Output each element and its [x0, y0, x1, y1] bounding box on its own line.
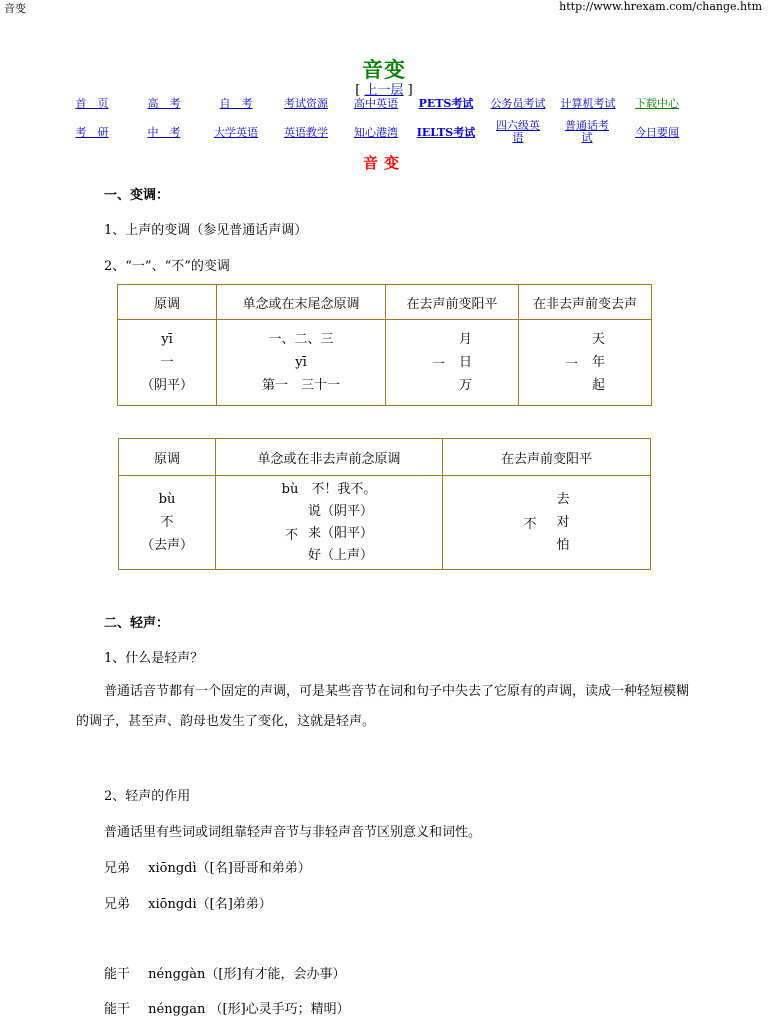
nav-high-school-english[interactable]: 高中英语 [354, 97, 398, 110]
cell-line: 好（上声） [308, 547, 374, 563]
table-row [118, 320, 652, 406]
page-header-title: 音变 [4, 2, 26, 15]
example-row [104, 857, 311, 876]
section2-paragraph1: 普通话音节都有一个固定的声调，可是某些音节在词和句子中失去了它原有的声调，读成一种轻短模糊的调子，甚至声、韵母也发生了变化，这就是轻声。 [76, 684, 690, 729]
cell-line: 去 [556, 492, 570, 507]
prefix-bu: 不 [284, 528, 298, 543]
example-word: 兄弟 [104, 861, 131, 876]
example-pinyin: nénggan [148, 1002, 206, 1017]
example-word: 兄弟 [104, 897, 131, 912]
page-header-url: http://www.hrexam.com/change.htm [559, 0, 762, 13]
table-cell [519, 320, 652, 406]
page-title: 音变 [362, 57, 406, 82]
example-pinyin: nénggàn [148, 967, 206, 982]
cell-line: （阴平） [140, 378, 193, 393]
table-header-cell: 在去声前变阳平 [386, 285, 519, 320]
cell-line: 年 [592, 355, 606, 370]
nav-college-english[interactable]: 大学英语 [214, 126, 258, 139]
nav-download-center[interactable]: 下载中心 [635, 97, 679, 110]
cell-line: 起 [592, 378, 606, 393]
tone-table-bu [118, 438, 651, 570]
table-header-row [119, 439, 651, 476]
prefix-yi: 一 [431, 357, 445, 372]
cell-line: 不 [160, 515, 174, 530]
table-header-cell: 单念或在非去声前念原调 [216, 439, 443, 476]
prefix-bu: 不 [523, 517, 537, 532]
table-header-cell: 在非去声前变去声 [519, 285, 652, 320]
nav-today-news[interactable]: 今日要闻 [635, 126, 679, 139]
cell-line: yī [295, 355, 307, 370]
section2-item1: 1、什么是轻声？ [104, 651, 204, 666]
nav-kaoyan[interactable]: 考 研 [75, 126, 109, 139]
nav-putonghua-exam[interactable]: 普通话考试 [565, 119, 609, 144]
nav-cet[interactable]: 四六级英语 [496, 119, 540, 144]
example-word: 能干 [104, 1002, 131, 1017]
cell-line: 怕 [556, 538, 570, 553]
example-gloss: （[名]弟弟） [196, 897, 272, 912]
example-row [104, 963, 346, 982]
example-pinyin: xiōngdì [148, 861, 197, 876]
cell-line: 第一 三十一 [261, 378, 340, 393]
nav-civil-service[interactable]: 公务员考试 [490, 97, 546, 110]
nav-heart-harbor[interactable]: 知心港湾 [354, 126, 398, 139]
nav-english-teaching[interactable]: 英语教学 [284, 126, 328, 139]
bracket-close: ] [407, 83, 413, 98]
table-cell [119, 476, 216, 570]
example-row [104, 893, 272, 912]
example-gloss: （[形]有才能，会办事） [205, 967, 346, 982]
nav-zikao[interactable]: 自 考 [219, 97, 253, 110]
cell-line: bù 不！我不。 [281, 481, 377, 497]
nav-computer-exam[interactable]: 计算机考试 [560, 97, 616, 110]
cell-line: 天 [592, 332, 606, 347]
section1-heading: 一、变调： [104, 188, 170, 203]
cell-line: 一、二、三 [268, 332, 334, 347]
table-header-cell: 原调 [118, 285, 217, 320]
table-header-cell: 原调 [119, 439, 216, 476]
up-level-link[interactable]: 上一层 [364, 83, 404, 98]
table-header-row [118, 285, 652, 320]
nav-zhongkao[interactable]: 中 考 [147, 126, 181, 139]
cell-line: （去声） [140, 538, 193, 553]
nav-ielts[interactable]: IELTS考试 [416, 126, 476, 139]
nav-home[interactable]: 首 页 [75, 97, 109, 110]
section1-item2: 2、“一”、“不”的变调 [104, 259, 230, 274]
table-header-cell: 在去声前变阳平 [443, 439, 651, 476]
example-row [104, 998, 350, 1017]
prefix-yi: 一 [564, 357, 578, 372]
example-pinyin: xiōngdi [148, 897, 197, 912]
table-cell [386, 320, 519, 406]
example-gloss: （[形]心灵手巧；精明） [209, 1002, 350, 1017]
bracket-open: [ [355, 83, 361, 98]
section1-item1: 1、上声的变调（参见普通话声调） [104, 223, 308, 238]
section2-paragraph2: 普通话里有些词或词组靠轻声音节与非轻声音节区别意义和词性。 [104, 825, 482, 840]
section2-item2: 2、轻声的作用 [104, 789, 191, 804]
nav-gaokao[interactable]: 高 考 [147, 97, 181, 110]
nav-exam-resources[interactable]: 考试资源 [284, 97, 328, 110]
table-header-cell: 单念或在末尾念原调 [217, 285, 386, 320]
section2-heading: 二、轻声： [104, 616, 170, 631]
tone-table-yi [117, 284, 652, 406]
cell-line: 说（阴平） [308, 503, 374, 519]
table-cell [443, 476, 651, 570]
up-level-nav [0, 79, 768, 98]
cell-line: bù [158, 492, 176, 507]
cell-line: 对 [556, 515, 570, 530]
table-cell [217, 320, 386, 406]
cell-line: 日 [459, 355, 473, 370]
table-cell [216, 476, 443, 570]
table-cell [118, 320, 217, 406]
section-subtitle: 音变 [362, 154, 405, 172]
example-gloss: （[名]哥哥和弟弟） [196, 861, 311, 876]
cell-line: 月 [459, 332, 473, 347]
cell-line: 万 [459, 378, 473, 393]
example-word: 能干 [104, 967, 131, 982]
cell-line: yī [161, 332, 173, 347]
nav-pets[interactable]: PETS考试 [418, 97, 474, 110]
table-row [119, 476, 651, 570]
cell-line: 一 [160, 355, 174, 370]
cell-line: 来（阳平） [308, 525, 374, 541]
